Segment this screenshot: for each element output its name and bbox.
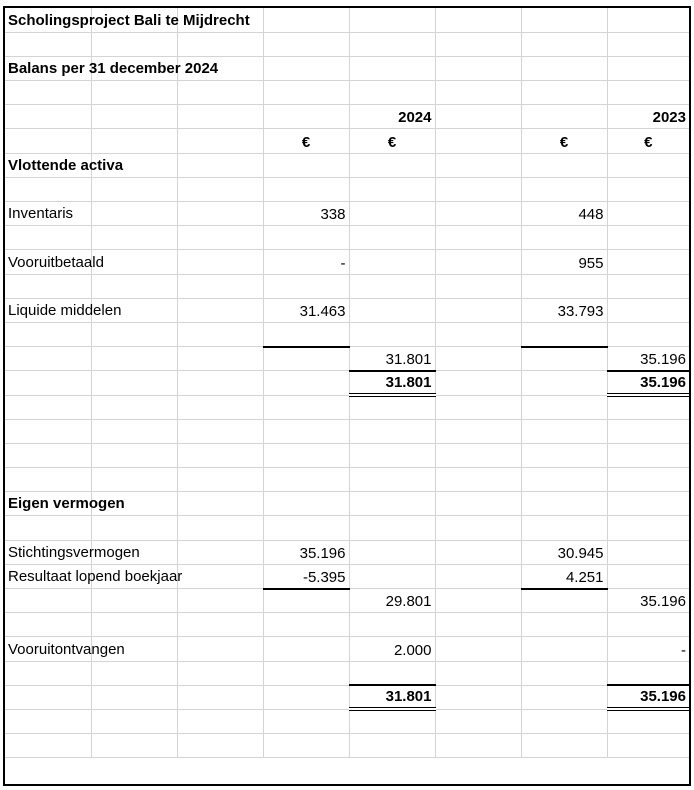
empty-cell[interactable] <box>435 81 521 105</box>
activa-total-2023[interactable]: 35.196 <box>607 371 689 395</box>
empty-cell[interactable] <box>263 8 349 32</box>
subtitle-cell[interactable] <box>5 56 219 80</box>
section-passiva-cell[interactable] <box>5 492 125 516</box>
empty-cell[interactable] <box>5 589 91 613</box>
empty-cell[interactable] <box>5 734 91 758</box>
empty-cell[interactable] <box>521 468 607 492</box>
empty-cell[interactable] <box>91 613 177 637</box>
empty-cell[interactable] <box>91 105 177 129</box>
empty-cell[interactable] <box>5 468 91 492</box>
empty-cell[interactable] <box>177 153 263 177</box>
empty-cell[interactable] <box>521 8 607 32</box>
row-inventaris-cell[interactable] <box>5 202 91 226</box>
empty-cell[interactable] <box>521 371 607 395</box>
empty-cell[interactable] <box>607 661 689 685</box>
empty-cell[interactable] <box>5 685 91 709</box>
empty-cell[interactable] <box>177 226 263 250</box>
empty-cell[interactable] <box>435 661 521 685</box>
empty-cell[interactable] <box>263 274 349 298</box>
empty-cell[interactable] <box>263 371 349 395</box>
empty-cell[interactable] <box>435 153 521 177</box>
empty-cell[interactable] <box>5 371 91 395</box>
empty-cell[interactable] <box>263 709 349 733</box>
empty-cell[interactable] <box>607 395 689 419</box>
empty-cell[interactable] <box>5 419 91 443</box>
empty-cell[interactable] <box>435 613 521 637</box>
empty-cell[interactable] <box>263 419 349 443</box>
empty-cell[interactable] <box>177 371 263 395</box>
empty-cell[interactable] <box>435 516 521 540</box>
empty-cell[interactable] <box>177 637 263 661</box>
empty-cell[interactable] <box>607 709 689 733</box>
empty-cell[interactable] <box>263 105 349 129</box>
empty-cell[interactable] <box>263 81 349 105</box>
empty-cell[interactable] <box>349 613 435 637</box>
empty-cell[interactable] <box>521 56 607 80</box>
row-stichting-label: Stichtingsvermogen <box>8 543 140 561</box>
empty-cell[interactable] <box>435 298 521 322</box>
year-prior[interactable]: 2023 <box>607 105 689 129</box>
row-inventaris-label: Inventaris <box>8 205 74 223</box>
row-vooruitontvangen-cell[interactable] <box>5 637 125 661</box>
empty-cell[interactable] <box>435 540 521 564</box>
empty-cell[interactable] <box>5 177 91 201</box>
empty-cell[interactable] <box>263 347 349 371</box>
empty-cell[interactable] <box>435 56 521 80</box>
passiva-subtotal-2023[interactable]: 35.196 <box>607 589 689 613</box>
empty-cell[interactable] <box>177 564 263 588</box>
empty-cell[interactable] <box>521 443 607 467</box>
empty-cell[interactable] <box>5 32 91 56</box>
empty-cell[interactable] <box>435 129 521 153</box>
activa-subtotal-2024[interactable]: 31.801 <box>349 347 435 371</box>
empty-cell[interactable] <box>5 81 91 105</box>
stichting-2023[interactable]: 30.945 <box>521 540 607 564</box>
empty-cell[interactable] <box>177 105 263 129</box>
empty-cell[interactable] <box>5 105 91 129</box>
empty-cell[interactable] <box>435 250 521 274</box>
empty-cell[interactable] <box>91 734 177 758</box>
empty-cell[interactable] <box>349 56 435 80</box>
empty-cell[interactable] <box>5 395 91 419</box>
empty-cell[interactable] <box>177 492 263 516</box>
empty-cell[interactable] <box>263 589 349 613</box>
empty-cell[interactable] <box>435 322 521 346</box>
empty-cell[interactable] <box>177 709 263 733</box>
empty-cell[interactable] <box>607 734 689 758</box>
stichting-2024[interactable]: 35.196 <box>263 540 349 564</box>
empty-cell[interactable] <box>607 81 689 105</box>
empty-cell[interactable] <box>349 322 435 346</box>
empty-cell[interactable] <box>263 516 349 540</box>
empty-cell[interactable] <box>263 153 349 177</box>
empty-cell[interactable] <box>5 347 91 371</box>
row-stichting-cell[interactable] <box>5 540 140 564</box>
empty-cell[interactable] <box>349 202 435 226</box>
empty-cell[interactable] <box>607 153 689 177</box>
row-vooruitbetaald-cell[interactable] <box>5 250 104 274</box>
empty-cell[interactable] <box>177 250 263 274</box>
empty-cell[interactable] <box>263 661 349 685</box>
empty-cell[interactable] <box>177 613 263 637</box>
empty-cell[interactable] <box>263 685 349 709</box>
empty-cell[interactable] <box>521 347 607 371</box>
empty-cell[interactable] <box>349 226 435 250</box>
empty-cell[interactable] <box>91 661 177 685</box>
empty-cell[interactable] <box>607 298 689 322</box>
empty-cell[interactable] <box>435 395 521 419</box>
balance-sheet <box>3 6 691 786</box>
empty-cell[interactable] <box>435 32 521 56</box>
empty-cell[interactable] <box>435 105 521 129</box>
empty-cell[interactable] <box>349 8 435 32</box>
empty-cell[interactable] <box>607 56 689 80</box>
empty-cell[interactable] <box>177 347 263 371</box>
currency-cur-total[interactable]: € <box>349 129 435 153</box>
empty-cell[interactable] <box>607 274 689 298</box>
empty-cell[interactable] <box>177 419 263 443</box>
resultaat-2024[interactable]: -5.395 <box>263 564 349 588</box>
empty-cell[interactable] <box>177 177 263 201</box>
empty-cell[interactable] <box>177 395 263 419</box>
empty-cell[interactable] <box>177 443 263 467</box>
empty-cell[interactable] <box>435 468 521 492</box>
empty-cell[interactable] <box>435 564 521 588</box>
empty-cell[interactable] <box>263 734 349 758</box>
row-vooruitontvangen-label: Vooruitontvangen <box>8 640 125 658</box>
empty-cell[interactable] <box>521 32 607 56</box>
empty-cell[interactable] <box>349 32 435 56</box>
empty-cell[interactable] <box>349 250 435 274</box>
vooruitbetaald-2023[interactable]: 955 <box>521 250 607 274</box>
empty-cell[interactable] <box>263 226 349 250</box>
row-vooruitbetaald-label: Vooruitbetaald <box>8 253 104 271</box>
empty-cell[interactable] <box>177 298 263 322</box>
empty-cell[interactable] <box>177 734 263 758</box>
empty-cell[interactable] <box>607 468 689 492</box>
empty-cell[interactable] <box>435 443 521 467</box>
row-resultaat-label: Resultaat lopend boekjaar <box>8 568 183 585</box>
liquide-2024[interactable]: 31.463 <box>263 298 349 322</box>
empty-cell[interactable] <box>263 443 349 467</box>
empty-cell[interactable] <box>5 613 91 637</box>
empty-cell[interactable] <box>349 153 435 177</box>
empty-cell[interactable] <box>435 685 521 709</box>
empty-cell[interactable] <box>435 8 521 32</box>
inventaris-2024[interactable]: 338 <box>263 202 349 226</box>
empty-cell[interactable] <box>177 589 263 613</box>
empty-cell[interactable] <box>607 322 689 346</box>
empty-cell[interactable] <box>349 177 435 201</box>
empty-cell[interactable] <box>91 202 177 226</box>
resultaat-2023[interactable]: 4.251 <box>521 564 607 588</box>
empty-cell[interactable] <box>607 564 689 588</box>
empty-cell[interactable] <box>435 347 521 371</box>
empty-cell[interactable] <box>435 202 521 226</box>
currency-cur-detail[interactable]: € <box>263 129 349 153</box>
empty-cell[interactable] <box>177 661 263 685</box>
empty-cell[interactable] <box>521 685 607 709</box>
empty-cell[interactable] <box>435 274 521 298</box>
empty-cell[interactable] <box>263 468 349 492</box>
activa-subtotal-2023[interactable]: 35.196 <box>607 347 689 371</box>
empty-cell[interactable] <box>521 492 607 516</box>
empty-cell[interactable] <box>5 226 91 250</box>
empty-cell[interactable] <box>349 443 435 467</box>
empty-cell[interactable] <box>435 589 521 613</box>
empty-cell[interactable] <box>91 347 177 371</box>
empty-cell[interactable] <box>349 81 435 105</box>
empty-cell[interactable] <box>177 202 263 226</box>
empty-cell[interactable] <box>607 492 689 516</box>
empty-cell[interactable] <box>91 371 177 395</box>
empty-cell[interactable] <box>521 661 607 685</box>
empty-cell[interactable] <box>5 274 91 298</box>
empty-cell[interactable] <box>177 322 263 346</box>
empty-cell[interactable] <box>607 443 689 467</box>
passiva-total-2023[interactable]: 35.196 <box>607 685 689 709</box>
vooruitontvangen-2024[interactable]: 2.000 <box>349 637 435 661</box>
empty-cell[interactable] <box>607 202 689 226</box>
liquide-2023[interactable]: 33.793 <box>521 298 607 322</box>
empty-cell[interactable] <box>435 177 521 201</box>
empty-cell[interactable] <box>91 226 177 250</box>
empty-cell[interactable] <box>349 734 435 758</box>
empty-cell[interactable] <box>177 81 263 105</box>
empty-cell[interactable] <box>263 613 349 637</box>
empty-cell[interactable] <box>91 395 177 419</box>
empty-cell[interactable] <box>263 56 349 80</box>
empty-cell[interactable] <box>349 492 435 516</box>
activa-detail-underline-2024[interactable] <box>263 322 349 346</box>
empty-cell[interactable] <box>91 177 177 201</box>
empty-cell[interactable] <box>91 274 177 298</box>
empty-cell[interactable] <box>349 661 435 685</box>
empty-cell[interactable] <box>349 468 435 492</box>
empty-cell[interactable] <box>607 516 689 540</box>
empty-cell[interactable] <box>607 540 689 564</box>
empty-cell[interactable] <box>263 177 349 201</box>
empty-cell[interactable] <box>177 32 263 56</box>
empty-cell[interactable] <box>435 734 521 758</box>
activa-total-2024[interactable]: 31.801 <box>349 371 435 395</box>
empty-cell[interactable] <box>91 709 177 733</box>
spreadsheet-grid <box>5 8 689 758</box>
empty-cell[interactable] <box>177 516 263 540</box>
empty-cell[interactable] <box>521 105 607 129</box>
empty-cell[interactable] <box>521 274 607 298</box>
empty-cell[interactable] <box>521 226 607 250</box>
empty-cell[interactable] <box>521 637 607 661</box>
empty-cell[interactable] <box>349 540 435 564</box>
empty-cell[interactable] <box>607 250 689 274</box>
empty-cell[interactable] <box>349 298 435 322</box>
empty-cell[interactable] <box>5 661 91 685</box>
empty-cell[interactable] <box>5 129 91 153</box>
empty-cell[interactable] <box>91 322 177 346</box>
currency-prior-total[interactable]: € <box>607 129 689 153</box>
empty-cell[interactable] <box>521 734 607 758</box>
empty-cell[interactable] <box>435 226 521 250</box>
empty-cell[interactable] <box>435 419 521 443</box>
empty-cell[interactable] <box>177 540 263 564</box>
year-current[interactable]: 2024 <box>349 105 435 129</box>
empty-cell[interactable] <box>91 419 177 443</box>
empty-cell[interactable] <box>91 443 177 467</box>
empty-cell[interactable] <box>521 709 607 733</box>
empty-cell[interactable] <box>349 709 435 733</box>
report-title: Scholingsproject Bali te Mijdrecht <box>8 11 250 29</box>
empty-cell[interactable] <box>607 32 689 56</box>
empty-cell[interactable] <box>263 395 349 419</box>
empty-cell[interactable] <box>607 8 689 32</box>
empty-cell[interactable] <box>521 81 607 105</box>
empty-cell[interactable] <box>5 709 91 733</box>
empty-cell[interactable] <box>607 419 689 443</box>
empty-cell[interactable] <box>521 419 607 443</box>
empty-cell[interactable] <box>521 613 607 637</box>
empty-cell[interactable] <box>521 153 607 177</box>
empty-cell[interactable] <box>435 637 521 661</box>
empty-cell[interactable] <box>349 274 435 298</box>
passiva-total-2024[interactable]: 31.801 <box>349 685 435 709</box>
empty-cell[interactable] <box>91 129 177 153</box>
row-liquide-label: Liquide middelen <box>8 301 122 319</box>
empty-cell[interactable] <box>177 468 263 492</box>
empty-cell[interactable] <box>349 395 435 419</box>
empty-cell[interactable] <box>607 613 689 637</box>
passiva-subtotal-2024[interactable]: 29.801 <box>349 589 435 613</box>
empty-cell[interactable] <box>435 371 521 395</box>
report-subtitle: Balans per 31 december 2024 <box>8 60 219 78</box>
activa-detail-underline-2023[interactable] <box>521 322 607 346</box>
empty-cell[interactable] <box>177 129 263 153</box>
empty-cell[interactable] <box>263 637 349 661</box>
empty-cell[interactable] <box>5 516 91 540</box>
vooruitbetaald-2024[interactable]: - <box>263 250 349 274</box>
empty-cell[interactable] <box>349 516 435 540</box>
inventaris-2023[interactable]: 448 <box>521 202 607 226</box>
empty-cell[interactable] <box>435 492 521 516</box>
empty-cell[interactable] <box>5 322 91 346</box>
empty-cell[interactable] <box>91 468 177 492</box>
empty-cell[interactable] <box>91 685 177 709</box>
empty-cell[interactable] <box>521 516 607 540</box>
empty-cell[interactable] <box>435 709 521 733</box>
empty-cell[interactable] <box>349 564 435 588</box>
row-liquide-cell[interactable] <box>5 298 122 322</box>
section-activa-header: Vlottende activa <box>8 156 124 174</box>
section-activa-cell[interactable] <box>5 153 124 177</box>
empty-cell[interactable] <box>177 274 263 298</box>
empty-cell[interactable] <box>91 32 177 56</box>
vooruitontvangen-2023[interactable]: - <box>607 637 689 661</box>
row-resultaat-cell[interactable] <box>5 564 183 588</box>
section-passiva-header: Eigen vermogen <box>8 495 125 513</box>
empty-cell[interactable] <box>521 177 607 201</box>
empty-cell[interactable] <box>521 589 607 613</box>
empty-cell[interactable] <box>91 516 177 540</box>
empty-cell[interactable] <box>5 443 91 467</box>
empty-cell[interactable] <box>521 395 607 419</box>
empty-cell[interactable] <box>263 492 349 516</box>
empty-cell[interactable] <box>91 81 177 105</box>
empty-cell[interactable] <box>607 226 689 250</box>
currency-prior-detail[interactable]: € <box>521 129 607 153</box>
empty-cell[interactable] <box>607 177 689 201</box>
empty-cell[interactable] <box>91 589 177 613</box>
title-cell[interactable] <box>5 8 250 32</box>
empty-cell[interactable] <box>177 685 263 709</box>
empty-cell[interactable] <box>263 32 349 56</box>
empty-cell[interactable] <box>349 419 435 443</box>
